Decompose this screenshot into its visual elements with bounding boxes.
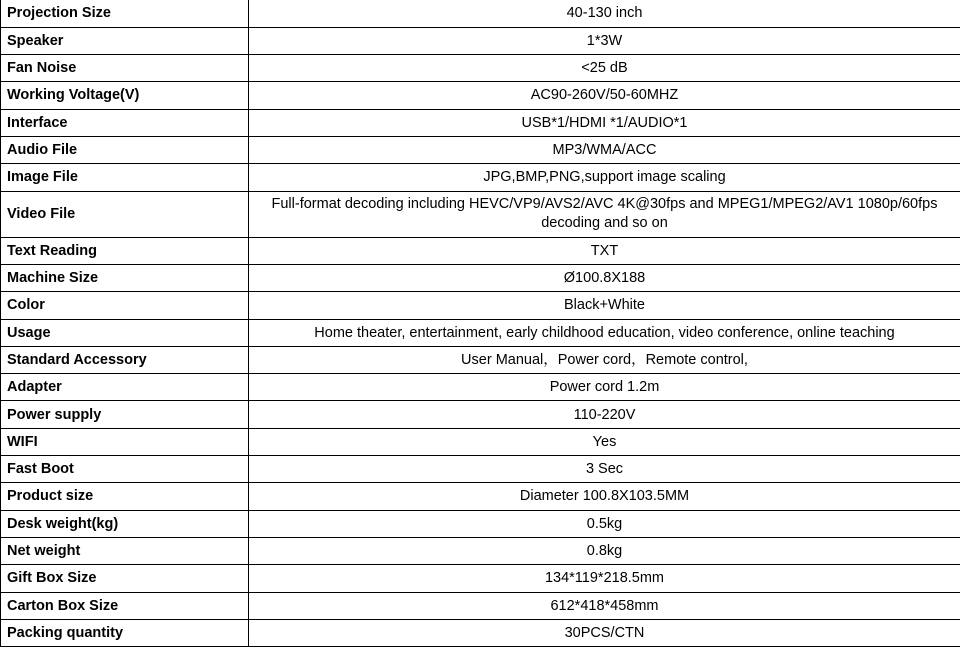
spec-value: JPG,BMP,PNG,support image scaling: [249, 164, 960, 191]
spec-label: Speaker: [1, 27, 249, 54]
table-row: [1, 136, 960, 163]
spec-value: 134*119*218.5mm: [249, 565, 960, 592]
table-row: [1, 164, 960, 191]
table-row: [1, 483, 960, 510]
specification-table-body: [1, 0, 960, 647]
spec-value: 0.5kg: [249, 510, 960, 537]
spec-label: Projection Size: [1, 0, 249, 27]
spec-value: Ø100.8X188: [249, 265, 960, 292]
spec-value: 612*418*458mm: [249, 592, 960, 619]
spec-label: Standard Accessory: [1, 346, 249, 373]
table-row: [1, 319, 960, 346]
table-row: [1, 55, 960, 82]
spec-value: Yes: [249, 428, 960, 455]
spec-value: Power cord 1.2m: [249, 374, 960, 401]
spec-label: Text Reading: [1, 237, 249, 264]
spec-value: Home theater, entertainment, early childhood education, video conference, online teaching: [249, 319, 960, 346]
table-row: [1, 456, 960, 483]
table-row: [1, 191, 960, 237]
table-row: [1, 27, 960, 54]
table-row: [1, 82, 960, 109]
spec-value: MP3/WMA/ACC: [249, 136, 960, 163]
spec-value: 0.8kg: [249, 537, 960, 564]
spec-label: Image File: [1, 164, 249, 191]
spec-value: Full-format decoding including HEVC/VP9/AVS2/AVC 4K@30fps and MPEG1/MPEG2/AV1 1080p/60fps decoding and so on: [249, 191, 960, 237]
spec-label: Video File: [1, 191, 249, 237]
spec-label: Gift Box Size: [1, 565, 249, 592]
spec-label: Desk weight(kg): [1, 510, 249, 537]
spec-label: Audio File: [1, 136, 249, 163]
spec-label: WIFI: [1, 428, 249, 455]
table-row: [1, 346, 960, 373]
table-row: [1, 428, 960, 455]
spec-value: Diameter 100.8X103.5MM: [249, 483, 960, 510]
spec-label: Power supply: [1, 401, 249, 428]
table-row: [1, 292, 960, 319]
spec-label: Usage: [1, 319, 249, 346]
table-row: [1, 565, 960, 592]
spec-value: 30PCS/CTN: [249, 619, 960, 646]
table-row: [1, 537, 960, 564]
spec-value: <25 dB: [249, 55, 960, 82]
spec-label: Product size: [1, 483, 249, 510]
spec-value: 40-130 inch: [249, 0, 960, 27]
spec-value: Black+White: [249, 292, 960, 319]
spec-label: Adapter: [1, 374, 249, 401]
spec-label: Machine Size: [1, 265, 249, 292]
spec-value: TXT: [249, 237, 960, 264]
spec-label: Fast Boot: [1, 456, 249, 483]
spec-label: Working Voltage(V): [1, 82, 249, 109]
table-row: [1, 237, 960, 264]
spec-value: 110-220V: [249, 401, 960, 428]
spec-value: 1*3W: [249, 27, 960, 54]
spec-label: Packing quantity: [1, 619, 249, 646]
spec-label: Carton Box Size: [1, 592, 249, 619]
table-row: [1, 265, 960, 292]
spec-label: Color: [1, 292, 249, 319]
table-row: [1, 592, 960, 619]
table-row: [1, 0, 960, 27]
spec-value: AC90-260V/50-60MHZ: [249, 82, 960, 109]
table-row: [1, 109, 960, 136]
spec-value: 3 Sec: [249, 456, 960, 483]
spec-label: Fan Noise: [1, 55, 249, 82]
table-row: [1, 401, 960, 428]
spec-value: USB*1/HDMI *1/AUDIO*1: [249, 109, 960, 136]
spec-label: Interface: [1, 109, 249, 136]
spec-label: Net weight: [1, 537, 249, 564]
spec-value: User Manual，Power cord，Remote control,: [249, 346, 960, 373]
table-row: [1, 374, 960, 401]
table-row: [1, 510, 960, 537]
table-row: [1, 619, 960, 646]
